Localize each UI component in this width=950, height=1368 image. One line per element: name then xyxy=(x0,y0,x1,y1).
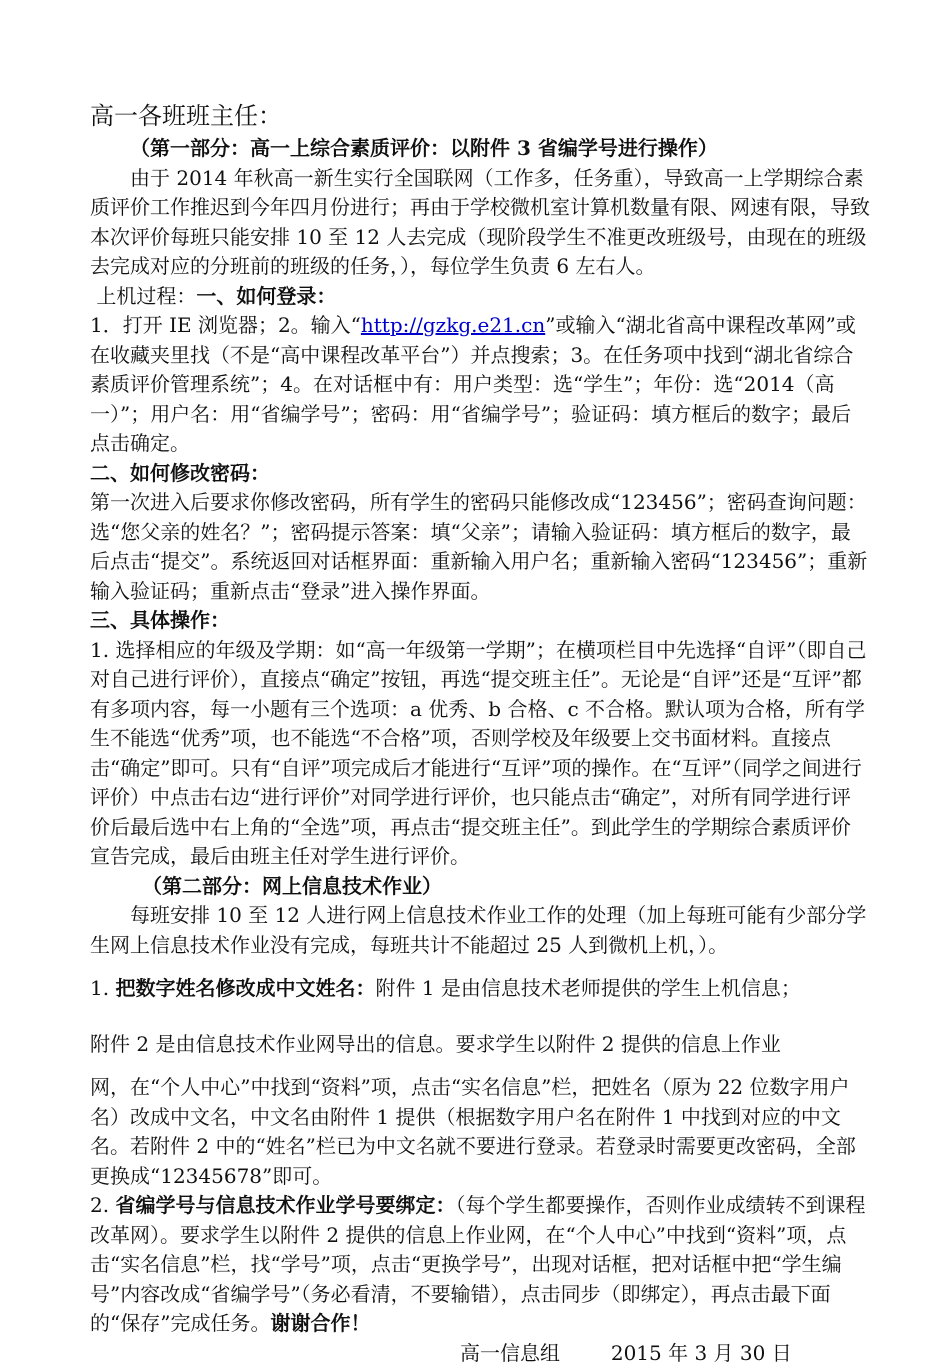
step1-heading: 把数字姓名修改成中文姓名： xyxy=(115,976,375,1000)
signature-date: 2015 年 3 月 30 日 xyxy=(611,1341,792,1365)
password-text: 第一次进入后要求你修改密码，所有学生的密码只能修改成“123456”；密码查询问题：选“您父亲的姓名？”；密码提示答案：填“父亲”；请输入验证码：填方框后的数字，最后点击“提交”。系统返回对话框界面：重新输入用户名；重新输入密码“123456”；重新输入验证码；重新点击“登录”进入操作界面。 xyxy=(90,488,870,606)
login-prefix: 上机过程： xyxy=(96,284,196,308)
document-title: 高一各班班主任： xyxy=(90,98,870,134)
part2-heading: （第二部分：网上信息技术作业） xyxy=(90,872,870,902)
step1-text-b: 附件 2 是由信息技术作业网导出的信息。要求学生以附件 2 提供的信息上作业 xyxy=(90,1030,870,1060)
signature-group: 高一信息组 xyxy=(460,1341,560,1365)
signature-line xyxy=(90,1339,870,1368)
part1-intro: 由于 2014 年秋高一新生实行全国联网（工作多，任务重），导致高一上学期综合素质评价工作推迟到今年四月份进行；再由于学校微机室计算机数量有限、网速有限，导致本次评价每班只能安排 10 至 12 人去完成（现阶段学生不准更改班级号，由现在的班级去完成对应的分班前的班级的任务，），每位学生负责 6 左右人。 xyxy=(90,164,870,282)
part1-heading: （第一部分：高一上综合素质评价：以附件 3 省编学号进行操作） xyxy=(90,134,870,164)
step1-number: 1. xyxy=(90,976,115,1000)
step1-line xyxy=(90,974,870,1004)
step2-heading: 省编学号与信息技术作业学号要绑定： xyxy=(115,1193,455,1217)
step2-number: 2. xyxy=(90,1193,115,1217)
step1-text-a: 附件 1 是由信息技术老师提供的学生上机信息； xyxy=(375,976,800,1000)
login-heading: 一、如何登录： xyxy=(196,284,336,308)
step2-paragraph xyxy=(90,1191,870,1339)
thanks-text: 谢谢合作！ xyxy=(270,1311,370,1335)
login-steps-a: 1．打开 IE 浏览器；2。输入“ xyxy=(90,313,361,337)
password-heading: 二、如何修改密码： xyxy=(90,459,870,489)
operations-heading: 三、具体操作： xyxy=(90,606,870,636)
login-heading-line xyxy=(90,282,870,312)
part2-intro: 每班安排 10 至 12 人进行网上信息技术作业工作的处理（加上每班可能有少部分学生网上信息技术作业没有完成，每班共计不能超过 25 人到微机上机，）。 xyxy=(90,901,870,960)
operations-text: 1. 选择相应的年级及学期：如“高一年级第一学期”；在横项栏目中先选择“自评”（即自己对自己进行评价），直接点“确定”按钮，再选“提交班主任”。无论是“自评”还是“互评”都有多项内容，每一小题有三个选项：a 优秀、b 合格、c 不合格。默认项为合格，所有学生不能选“优秀”项，也不能选“不合格”项，否则学校及年级要上交书面材料。直接点击“确定”即可。只有“自评”项完成后才能进行“互评”项的操作。在“互评”（同学之间进行评价）中点击右边“进行评价”对同学进行评价，也只能点击“确定”，对所有同学进行评价后最后选中右上角的“全选”项，再点击“提交班主任”。到此学生的学期综合素质评价宣告完成，最后由班主任对学生进行评价。 xyxy=(90,636,870,872)
login-steps xyxy=(90,311,870,459)
step1-text-c: 网，在“个人中心”中找到“资料”项，点击“实名信息”栏，把姓名（原为 22 位数字用户名）改成中文名，中文名由附件 1 提供（根据数字用户名在附件 1 中找到对应的中文名。若附件 2 中的“姓名”栏已为中文名就不要进行登录。若登录时需要更改密码，全部更换成“12345678”即可。 xyxy=(90,1073,870,1191)
login-steps-b: ”或输入“湖北省高中课程改革网”或在收藏夹里找（不是“高中课程改革平台”）并点搜索；3。在任务项中找到“湖北省综合素质评价管理系统”；4。在对话框中有：用户类型：选“学生”；年份：选“2014（高一）”；用户名：用“省编学号”；密码：用“省编学号”；验证码：填方框后的数字；最后点击确定。 xyxy=(90,313,856,455)
step2-text: （每个学生都要操作，否则作业成绩转不到课程改革网）。要求学生以附件 2 提供的信息上作业网，在“个人中心”中找到“资料”项，点击“实名信息”栏，找“学号”项，点击“更换学号”，出现对话框，把对话框中把“学生编号”内容改成“省编学号”（务必看清，不要输错），点击同步（即绑定），再点击最下面的“保存”完成任务。 xyxy=(90,1193,865,1335)
notice-document xyxy=(90,98,870,1368)
website-link[interactable]: http://gzkg.e21.cn xyxy=(361,313,545,337)
